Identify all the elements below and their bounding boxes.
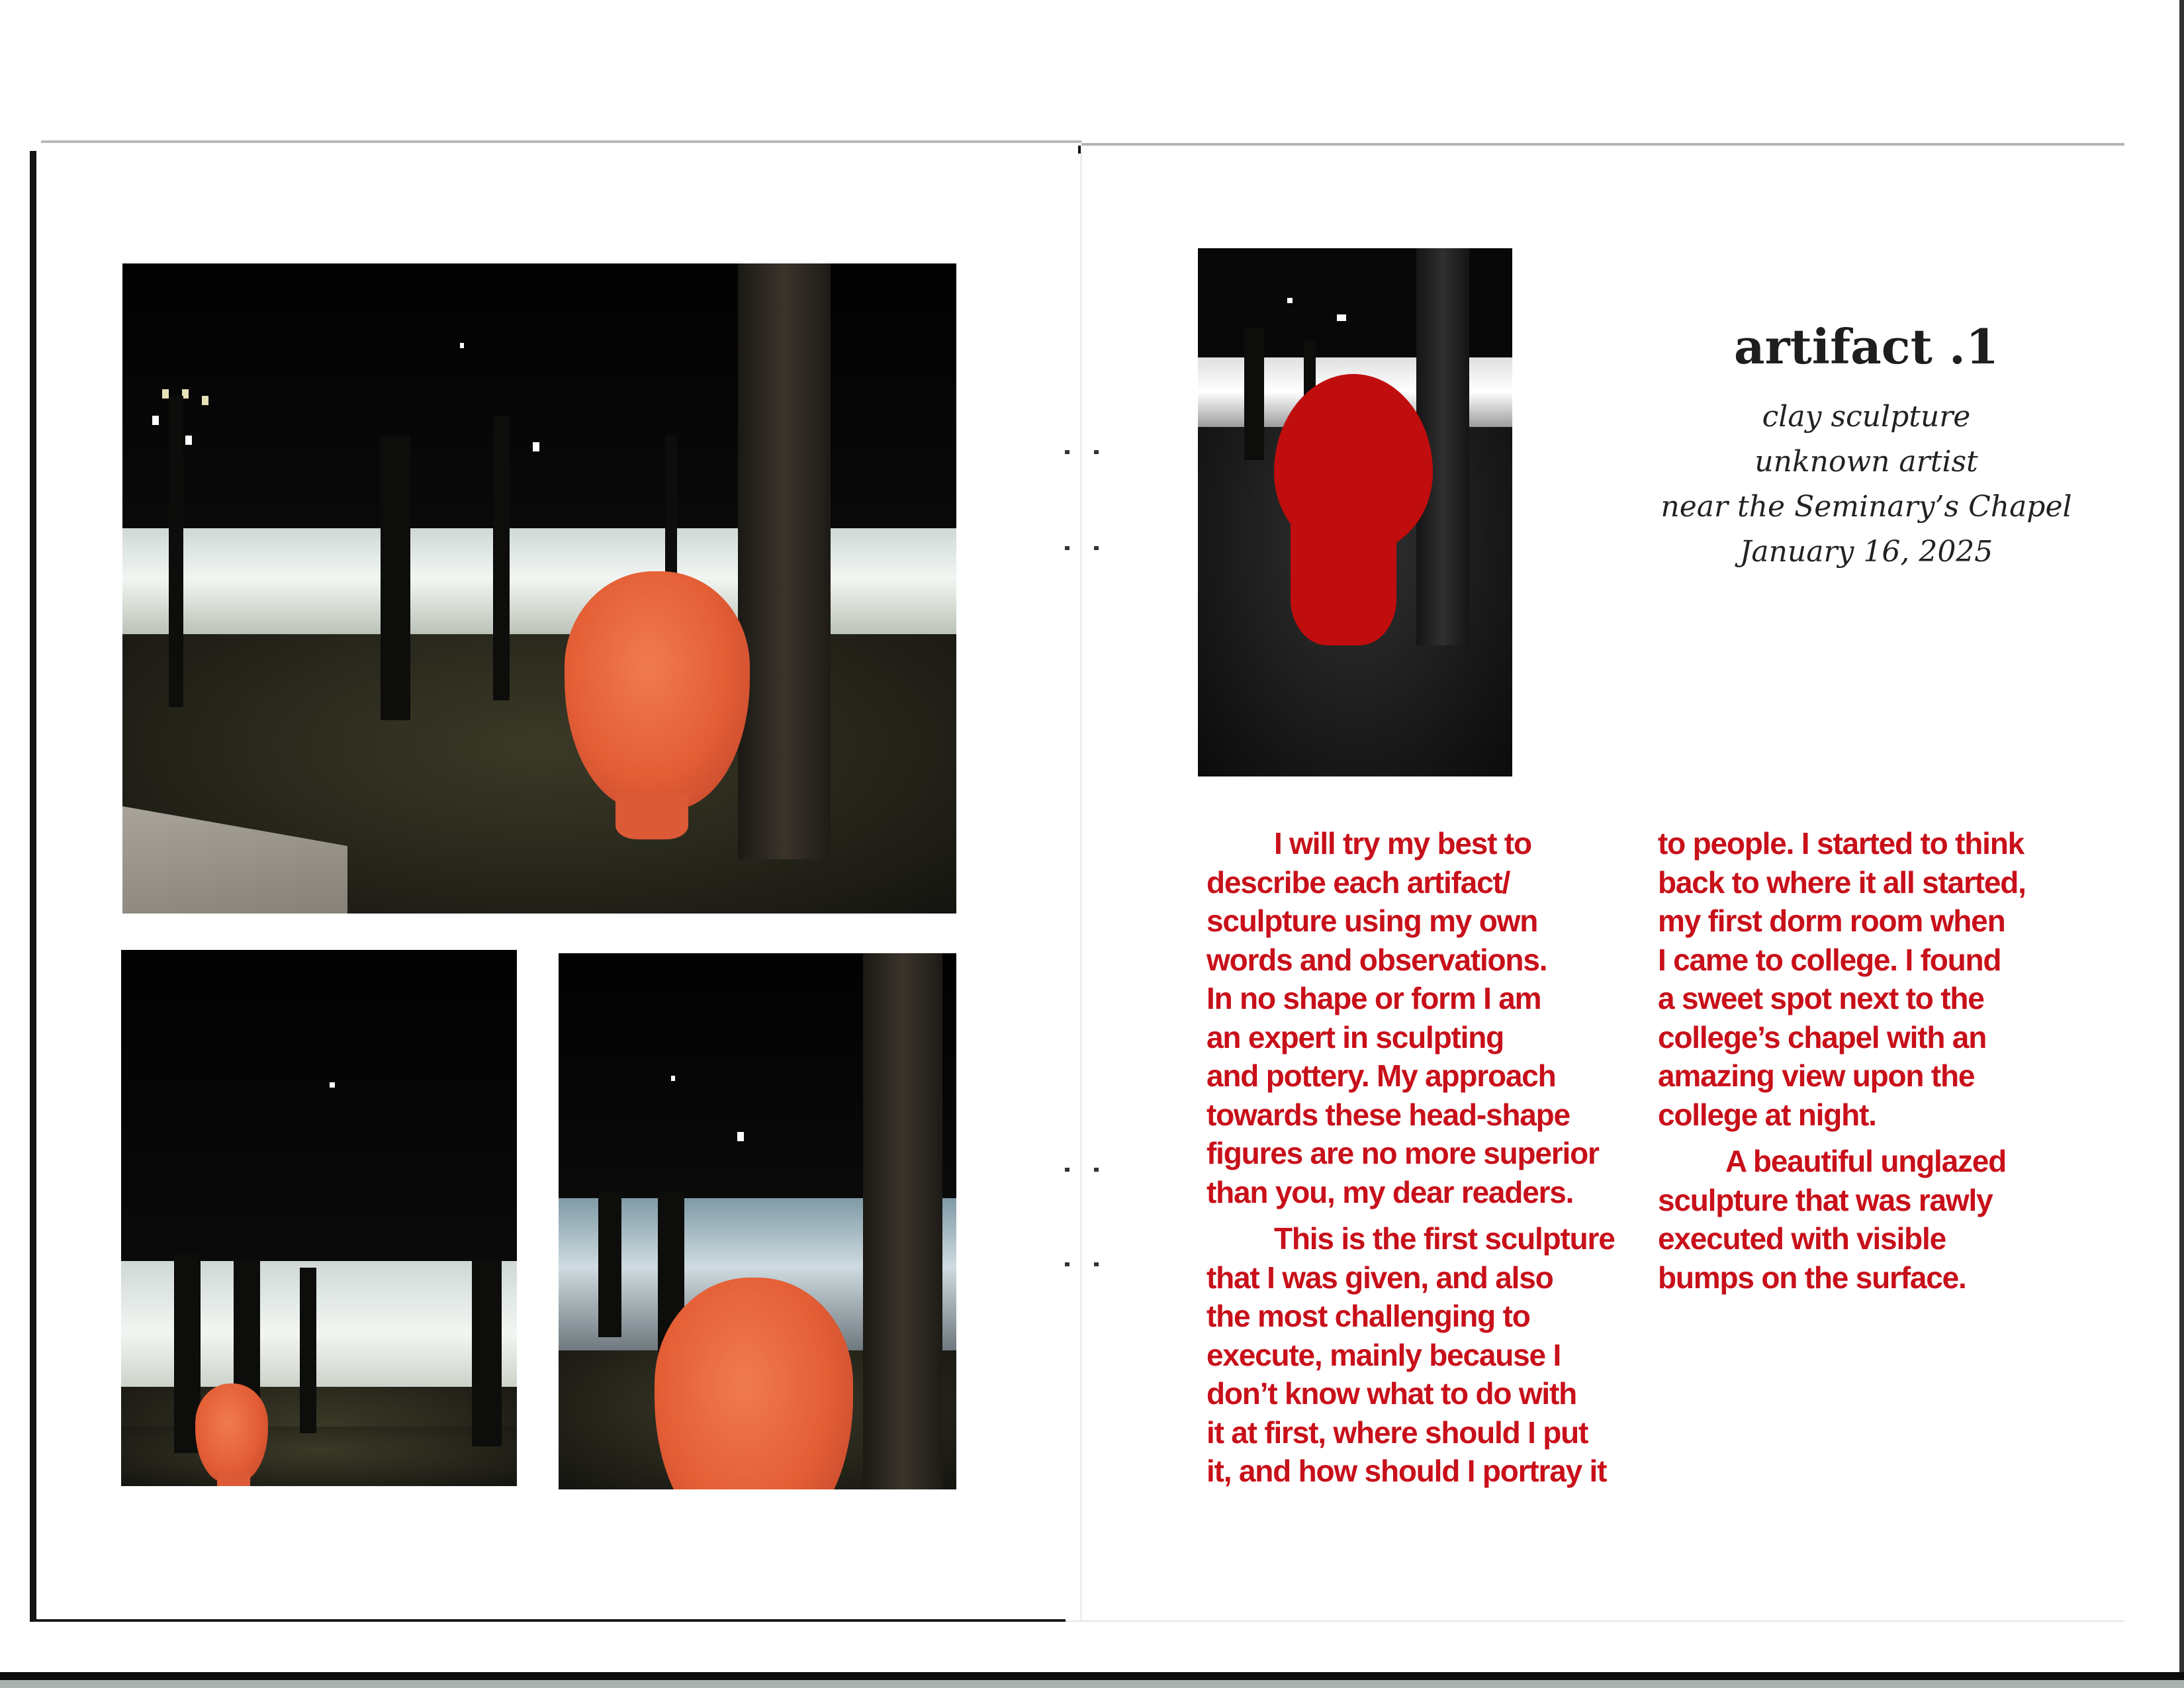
left-page-edge xyxy=(30,151,36,1622)
text-line: an expert in sculpting xyxy=(1206,1019,1504,1055)
text-line: my first dorm room when xyxy=(1658,904,2005,938)
paragraph-continuation xyxy=(1658,824,2081,1134)
text-line: I will try my best to xyxy=(1274,826,1531,861)
text-line: amazing view upon the xyxy=(1658,1058,1975,1093)
artifact-medium: clay sculpture xyxy=(1762,400,1971,434)
artifact-artist: unknown artist xyxy=(1754,445,1978,479)
text-line: sculpture that was rawly xyxy=(1658,1182,1993,1217)
photo-sculpture-closeup xyxy=(559,953,956,1489)
text-line: I came to college. I found xyxy=(1658,942,2001,977)
body-column-1 xyxy=(1206,824,1630,1491)
artifact-title: artifact .1 xyxy=(1733,318,1999,375)
paragraph-first-sculpture xyxy=(1206,1219,1630,1491)
staple-mark xyxy=(1065,1262,1069,1266)
text-line: it at first, where should I put xyxy=(1206,1415,1588,1450)
text-line: towards these head-shape xyxy=(1206,1097,1570,1132)
text-line: figures are no more superior xyxy=(1206,1136,1599,1170)
scan-edge-right xyxy=(2179,0,2184,1672)
text-line: A beautiful unglazed xyxy=(1725,1144,2007,1178)
text-line: to people. I started to think xyxy=(1658,826,2025,861)
left-page-top-edge xyxy=(41,140,1081,143)
text-line: executed with visible xyxy=(1658,1221,1946,1256)
text-line: This is the first sculpture xyxy=(1274,1221,1615,1256)
right-page-top-edge xyxy=(1081,143,2124,146)
text-line: than you, my dear readers. xyxy=(1206,1174,1574,1209)
text-line: don’t know what to do with xyxy=(1206,1376,1577,1411)
text-line: it, and how should I portray it xyxy=(1206,1454,1607,1488)
right-page-bottom-edge xyxy=(1066,1620,2124,1622)
paragraph-intro xyxy=(1206,824,1630,1211)
text-line: describe each artifact/ xyxy=(1206,865,1510,900)
staple-mark xyxy=(1065,546,1069,550)
artifact-location: near the Seminary’s Chapel xyxy=(1661,490,2072,524)
text-line: sculpture using my own xyxy=(1206,904,1538,938)
text-line: a sweet spot next to the xyxy=(1658,981,1984,1015)
spine-notch xyxy=(1078,146,1081,154)
text-line: the most challenging to xyxy=(1206,1299,1530,1333)
staple-mark xyxy=(1094,1168,1099,1172)
photo-sculpture-distant xyxy=(121,950,517,1486)
scanner-bar xyxy=(0,1672,2184,1680)
scanner-bar-lower xyxy=(0,1680,2184,1688)
text-line: In no shape or form I am xyxy=(1206,981,1541,1015)
left-page-bottom-edge xyxy=(33,1619,1066,1622)
text-line: and pottery. My approach xyxy=(1206,1058,1556,1093)
text-line: college at night. xyxy=(1658,1097,1876,1132)
text-line: execute, mainly because I xyxy=(1206,1337,1561,1372)
staple-mark xyxy=(1065,450,1069,454)
text-line: that I was given, and also xyxy=(1206,1260,1553,1295)
photo-red-silhouette xyxy=(1198,248,1512,776)
staple-mark xyxy=(1094,546,1099,550)
text-line: bumps on the surface. xyxy=(1658,1260,1966,1295)
text-line: back to where it all started, xyxy=(1658,865,2026,900)
text-line: words and observations. xyxy=(1206,942,1547,977)
staple-mark xyxy=(1094,450,1099,454)
photo-sculpture-by-tree xyxy=(122,263,956,914)
body-column-2 xyxy=(1658,824,2081,1297)
spine-fold xyxy=(1080,146,1082,1620)
text-line: college’s chapel with an xyxy=(1658,1019,1987,1055)
artifact-header xyxy=(1641,318,2091,575)
staple-mark xyxy=(1094,1262,1099,1266)
artifact-date: January 16, 2025 xyxy=(1739,535,1993,569)
paragraph-description xyxy=(1658,1142,2081,1297)
staple-mark xyxy=(1065,1168,1069,1172)
